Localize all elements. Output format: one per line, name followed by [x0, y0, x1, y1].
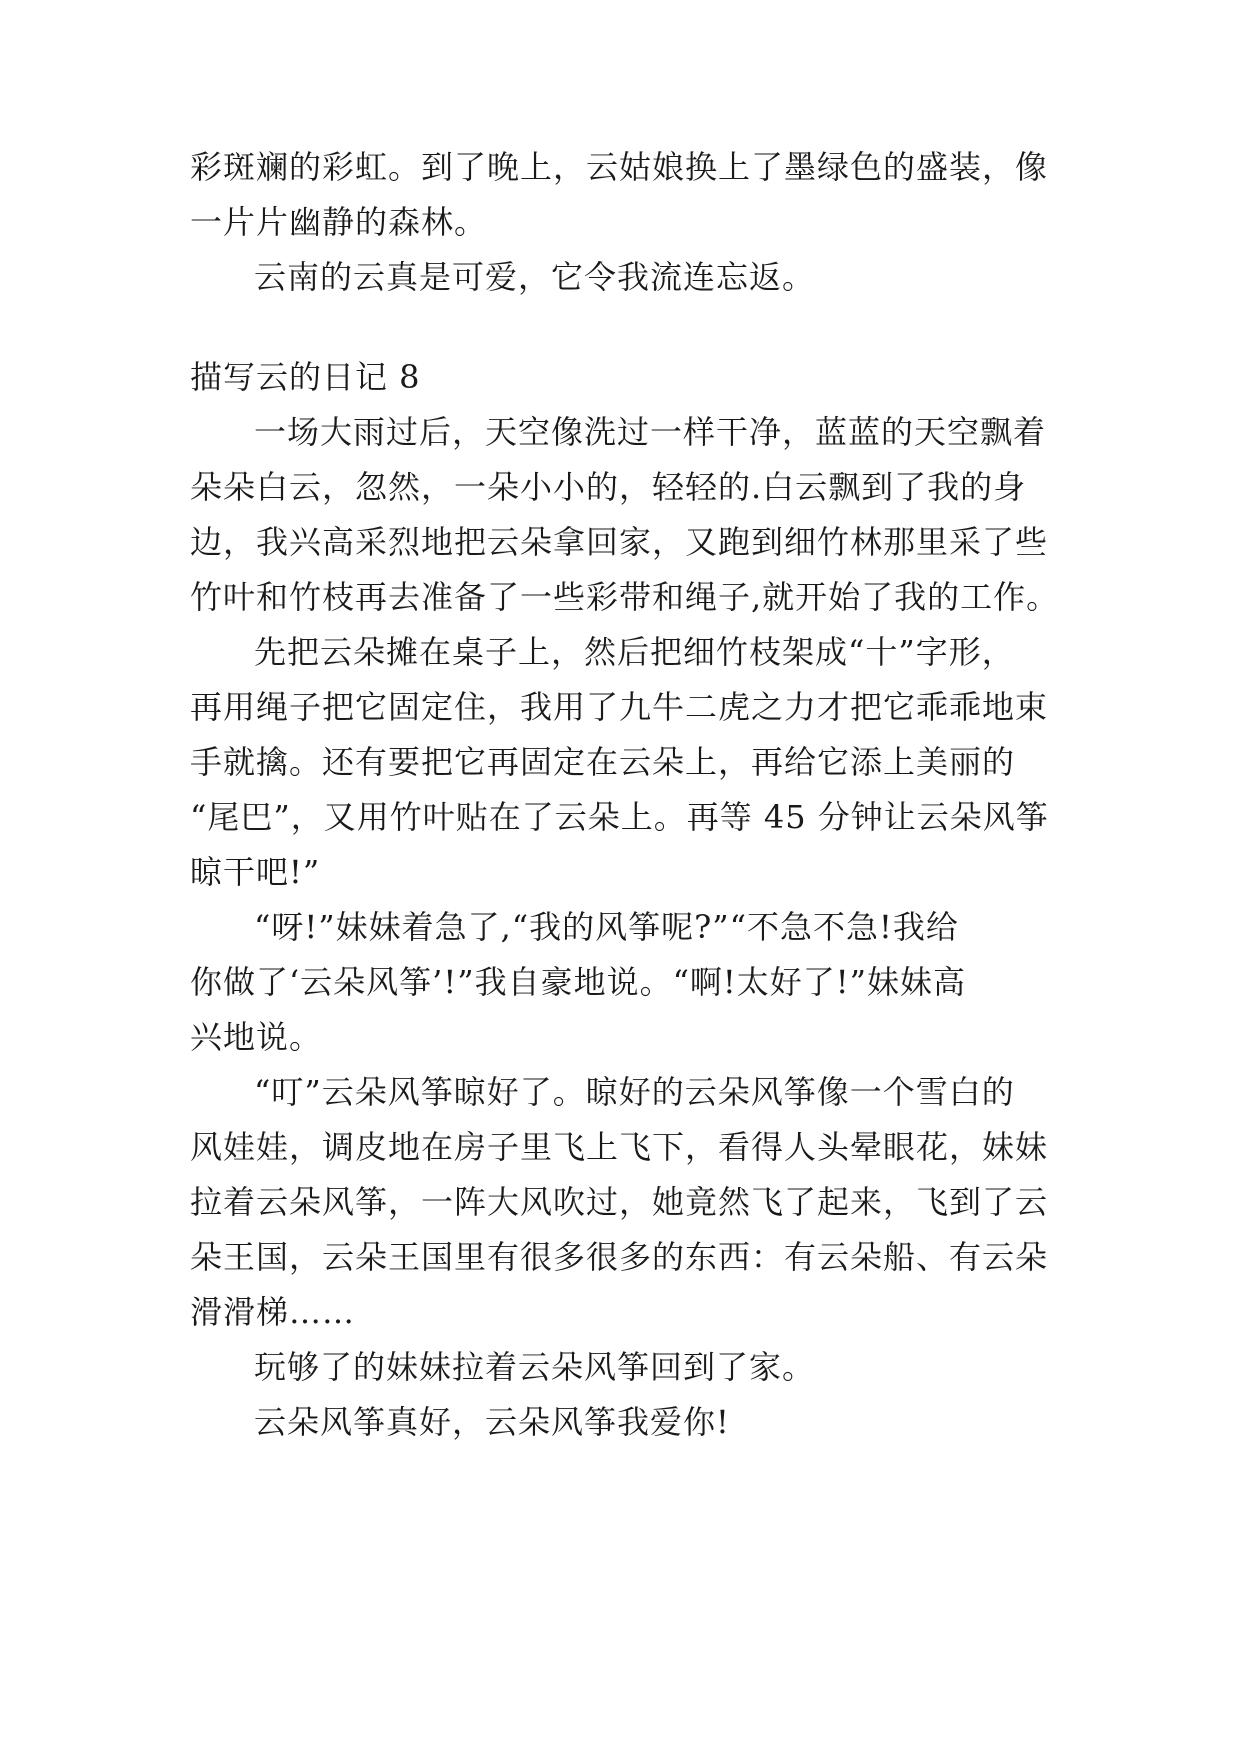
paragraph-line: 风娃娃，调皮地在房子里飞上飞下，看得人头晕眼花，妹妹 [190, 1128, 1049, 1166]
section-title: 描写云的日记 8 [190, 358, 421, 396]
paragraph-line: 再用绳子把它固定住，我用了九牛二虎之力才把它乖乖地束 [190, 688, 1049, 726]
paragraph-line: 朵朵白云，忽然，一朵小小的，轻轻的.白云飘到了我的身 [190, 468, 1027, 506]
paragraph-line: 云朵风筝真好，云朵风筝我爱你! [254, 1403, 730, 1441]
paragraph-line: 一场大雨过后，天空像洗过一样干净，蓝蓝的天空飘着 [254, 413, 1047, 451]
paragraph-line: 手就擒。还有要把它再固定在云朵上，再给它添上美丽的 [190, 743, 1016, 781]
paragraph-line: 边，我兴高采烈地把云朵拿回家，又跑到细竹林那里采了些 [190, 523, 1049, 561]
paragraph-line: “呀!”妹妹着急了,“我的风筝呢?”“不急不急!我给 [254, 908, 959, 946]
paragraph-line: 兴地说。 [190, 1018, 323, 1056]
paragraph-line: “叮”云朵风筝晾好了。晾好的云朵风筝像一个雪白的 [254, 1073, 1015, 1111]
paragraph-line: 滑滑梯…… [190, 1293, 356, 1331]
paragraph-line: 拉着云朵风筝，一阵大风吹过，她竟然飞了起来，飞到了云 [190, 1183, 1049, 1221]
paragraph-line: “尾巴”，又用竹叶贴在了云朵上。再等 45 分钟让云朵风筝 [190, 798, 1049, 836]
paragraph-line: 你做了‘云朵风筝’!”我自豪地说。“啊!太好了!”妹妹高 [190, 963, 967, 1001]
paragraph-line: 先把云朵摊在桌子上，然后把细竹枝架成“十”字形， [254, 633, 1015, 671]
paragraph-line: 竹叶和竹枝再去准备了一些彩带和绳子,就开始了我的工作。 [190, 578, 1060, 616]
paragraph-line: 一片片幽静的森林。 [190, 203, 488, 241]
paragraph-line: 晾干吧!” [190, 853, 321, 891]
paragraph-line: 云南的云真是可爱，它令我流连忘返。 [254, 258, 816, 296]
paragraph-line: 彩斑斓的彩虹。到了晚上，云姑娘换上了墨绿色的盛装，像 [190, 148, 1049, 186]
paragraph-line: 朵王国，云朵王国里有很多很多的东西：有云朵船、有云朵 [190, 1238, 1049, 1276]
paragraph-line: 玩够了的妹妹拉着云朵风筝回到了家。 [254, 1348, 816, 1386]
